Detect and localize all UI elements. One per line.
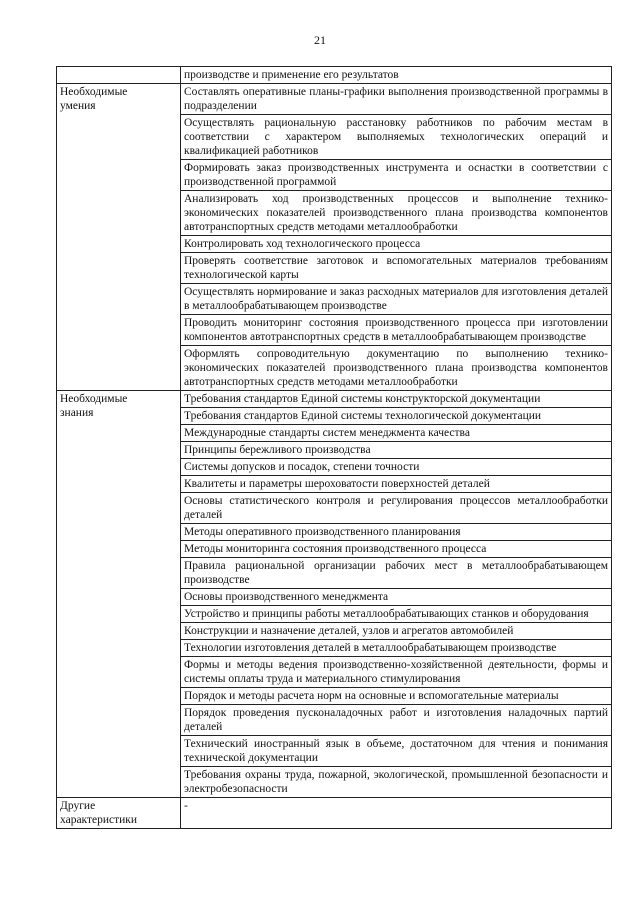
requirement-text: Формы и методы ведения производственно-хозяйственной деятельности, формы и системы оплаты труда и материального стимулирования bbox=[181, 657, 612, 688]
requirement-text: Основы статистического контроля и регулирования процессов металлообработки деталей bbox=[181, 493, 612, 524]
requirement-text: Контролировать ход технологического процесса bbox=[181, 236, 612, 253]
requirement-text: Проверять соответствие заготовок и вспомогательных материалов требованиям технологической карты bbox=[181, 253, 612, 284]
requirement-text: Технический иностранный язык в объеме, достаточном для чтения и понимания технической документации bbox=[181, 736, 612, 767]
requirement-text: Требования стандартов Единой системы технологической документации bbox=[181, 408, 612, 425]
requirement-text: Порядок и методы расчета норм на основные и вспомогательные материалы bbox=[181, 688, 612, 705]
requirement-text: Проводить мониторинг состояния производственного процесса при изготовлении компонентов автотранспортных средств в металлообрабатывающем производстве bbox=[181, 315, 612, 346]
requirements-table-body bbox=[57, 67, 612, 829]
page-number: 21 bbox=[314, 33, 326, 47]
requirement-text: Технологии изготовления деталей в металлообрабатывающем производстве bbox=[181, 640, 612, 657]
table-row bbox=[57, 798, 612, 829]
category-cell bbox=[57, 84, 181, 391]
requirement-text: Составлять оперативные планы-графики выполнения производственной программы в подразделении bbox=[181, 84, 612, 115]
category-cell bbox=[57, 391, 181, 798]
requirements-table bbox=[56, 66, 612, 829]
requirement-text: Требования охраны труда, пожарной, экологической, промышленной безопасности и электробезопасности bbox=[181, 767, 612, 798]
category-cell-empty bbox=[57, 67, 181, 84]
table-row bbox=[57, 84, 612, 115]
requirement-text: Осуществлять рациональную расстановку работников по рабочим местам в соответствии с характером выполняемых технологических операций и квалификацией работников bbox=[181, 115, 612, 160]
requirement-text: Порядок проведения пусконаладочных работ и изготовления наладочных партий деталей bbox=[181, 705, 612, 736]
requirement-text: Формировать заказ производственных инструмента и оснастки в соответствии с производственной программой bbox=[181, 160, 612, 191]
continuation-text: производстве и применение его результатов bbox=[181, 67, 612, 84]
requirement-text: Основы производственного менеджмента bbox=[181, 589, 612, 606]
requirement-text: Требования стандартов Единой системы конструкторской документации bbox=[181, 391, 612, 408]
requirement-text: Принципы бережливого производства bbox=[181, 442, 612, 459]
requirement-text: Устройство и принципы работы металлообрабатывающих станков и оборудования bbox=[181, 606, 612, 623]
table-row bbox=[57, 391, 612, 408]
requirement-text: Методы мониторинга состояния производственного процесса bbox=[181, 541, 612, 558]
category-label: Необходимые умения bbox=[60, 86, 128, 112]
requirement-text: Оформлять сопроводительную документацию по выполнению технико-экономических показателей производственного плана производства компонентов автотранспортных средств методами металлообработки bbox=[181, 346, 612, 391]
category-cell bbox=[57, 798, 181, 829]
requirement-text: Анализировать ход производственных процессов и выполнение технико-экономических показателей производственного плана производства компонентов автотранспортных средств методами металлообработки bbox=[181, 191, 612, 236]
requirement-text: Правила рациональной организации рабочих мест в металлообрабатывающем производстве bbox=[181, 558, 612, 589]
requirement-text: - bbox=[181, 798, 612, 829]
continuation-row bbox=[57, 67, 612, 84]
requirement-text: Квалитеты и параметры шероховатости поверхностей деталей bbox=[181, 476, 612, 493]
requirement-text: Методы оперативного производственного планирования bbox=[181, 524, 612, 541]
requirement-text: Конструкции и назначение деталей, узлов и агрегатов автомобилей bbox=[181, 623, 612, 640]
requirement-text: Системы допусков и посадок, степени точности bbox=[181, 459, 612, 476]
requirement-text: Международные стандарты систем менеджмента качества bbox=[181, 425, 612, 442]
category-label: Другие характеристики bbox=[60, 800, 138, 826]
requirement-text: Осуществлять нормирование и заказ расходных материалов для изготовления деталей в металлообрабатывающем производстве bbox=[181, 284, 612, 315]
category-label: Необходимые знания bbox=[60, 393, 128, 419]
